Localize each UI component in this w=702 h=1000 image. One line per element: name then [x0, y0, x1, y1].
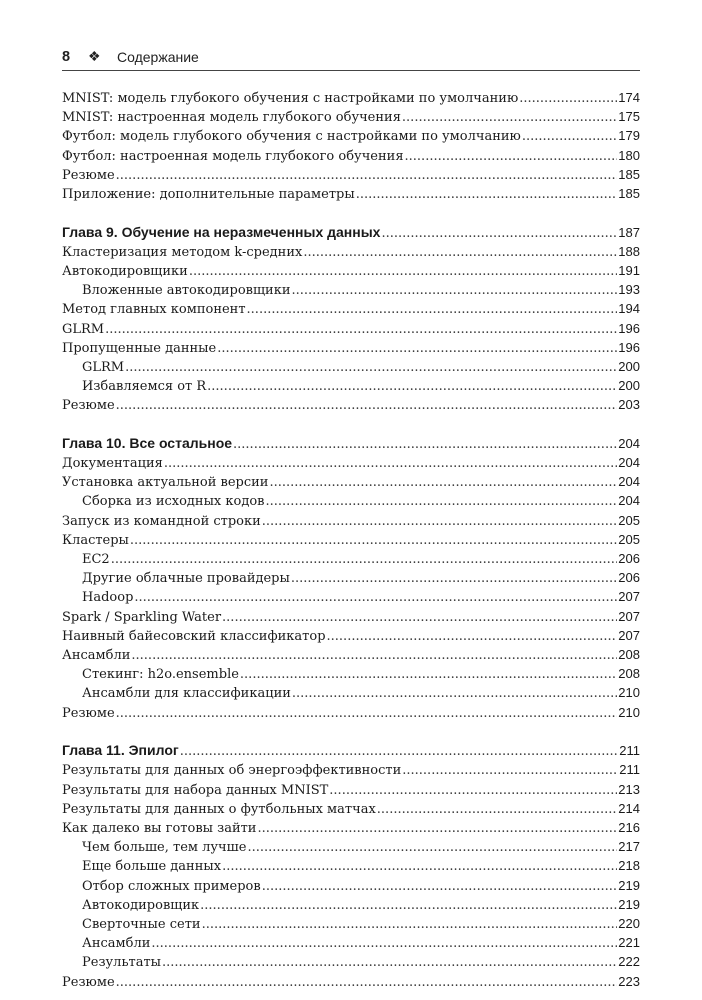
dot-leader	[131, 647, 617, 665]
dot-leader	[111, 551, 618, 569]
toc-entry-title: Глава 9. Обучение на неразмеченных данных	[62, 223, 381, 240]
toc-entry-title: MNIST: модель глубокого обучения с настройками по умолчанию	[62, 91, 519, 106]
dot-leader	[116, 974, 618, 992]
dot-leader	[269, 474, 617, 492]
toc-entry	[62, 108, 640, 127]
toc-entry	[62, 761, 640, 780]
toc-entry-page: 222	[618, 954, 640, 970]
toc-entry	[62, 953, 640, 972]
toc-entry-page: 204	[618, 455, 640, 471]
toc-entry	[62, 627, 640, 646]
toc-entry-title: GLRM	[62, 321, 105, 337]
toc-entry-title: Ансамбли	[82, 936, 151, 952]
toc-entry-page: 196	[618, 339, 640, 355]
dot-leader	[303, 244, 617, 262]
dot-leader	[247, 301, 618, 319]
section-gap	[62, 416, 640, 434]
toc-entry-page: 205	[618, 531, 640, 547]
toc-entry-title: Футбол: модель глубокого обучения с настройками по умолчанию	[62, 129, 521, 145]
toc-entry-title: Футбол: настроенная модель глубокого обучения	[62, 148, 404, 164]
dot-leader	[377, 801, 618, 819]
toc-entry-page: 223	[618, 973, 640, 989]
dot-leader	[402, 762, 618, 780]
toc-entry-page: 179	[618, 128, 640, 144]
toc-entry-title: Резюме	[62, 167, 115, 183]
dot-leader	[116, 705, 618, 723]
toc-entry-page: 204	[618, 474, 640, 490]
toc-entry-title: Результаты	[82, 955, 161, 971]
dot-leader	[105, 321, 617, 339]
toc-entry-page: 203	[618, 397, 640, 413]
toc-entry	[62, 89, 640, 108]
toc-entry-page: 185	[618, 166, 640, 182]
dot-leader	[522, 128, 617, 146]
toc-entry-page: 219	[618, 896, 640, 912]
toc-entry-page: 217	[618, 839, 640, 855]
toc-entry-title: Резюме	[62, 974, 115, 990]
toc-entry-title: Сборка из исходных кодов	[82, 494, 265, 510]
toc-chapter-entry	[62, 223, 640, 243]
toc-entry-page: 216	[618, 820, 640, 835]
dot-leader	[116, 167, 618, 185]
toc-entry	[62, 800, 640, 819]
toc-entry	[62, 973, 640, 992]
toc-entry	[62, 569, 640, 588]
toc-entry-page: 207	[618, 589, 640, 605]
dot-leader	[207, 378, 617, 396]
dot-leader	[217, 340, 617, 358]
toc-entry-page: 220	[618, 916, 640, 932]
dot-leader	[247, 839, 617, 857]
toc-entry-title: Отбор сложных примеров	[82, 878, 261, 894]
toc-entry-title: Глава 11. Эпилог	[62, 742, 179, 759]
running-header	[62, 48, 640, 71]
toc-entry	[62, 608, 640, 627]
toc-entry-page: 206	[618, 570, 640, 586]
toc-entry-title: Глава 10. Все остальное	[62, 434, 233, 451]
toc-entry	[62, 588, 640, 607]
toc-entry	[62, 185, 640, 204]
toc-entry-page: 206	[618, 551, 640, 567]
toc-entry-title: Запуск из командной строки	[62, 513, 261, 529]
toc-entry-page: 210	[618, 704, 640, 720]
toc-entry-page: 188	[618, 243, 640, 259]
toc-entry	[62, 550, 640, 569]
toc-entry	[62, 684, 640, 703]
dot-leader	[262, 513, 618, 531]
toc-entry	[62, 492, 640, 511]
dot-leader	[164, 455, 617, 473]
toc-entry-title: EC2	[82, 552, 110, 568]
toc-entry	[62, 166, 640, 185]
dot-leader	[292, 282, 618, 300]
dot-leader	[405, 148, 618, 166]
toc-entry-title: Пропущенные данные	[62, 340, 217, 356]
header-title: Содержание	[117, 49, 199, 65]
dot-leader	[151, 935, 617, 953]
toc-entry-page: 191	[618, 262, 640, 278]
dot-leader	[257, 820, 617, 838]
toc-entry	[62, 377, 640, 396]
toc-entry	[62, 665, 640, 684]
toc-entry	[62, 819, 640, 838]
dot-leader	[381, 225, 617, 243]
toc-entry-title: Как далеко вы готовы зайти	[62, 821, 257, 836]
toc-entry-page: 185	[618, 186, 640, 202]
dot-leader	[262, 878, 618, 896]
toc-entry	[62, 531, 640, 550]
toc-entry-title: Метод главных компонент	[62, 302, 246, 318]
toc-entry-title: Spark / Sparkling Water	[62, 609, 222, 625]
toc-entry	[62, 339, 640, 358]
dot-leader	[222, 858, 617, 876]
section-gap	[62, 204, 640, 222]
toc-entry	[62, 915, 640, 934]
toc-entry	[62, 781, 640, 800]
dot-leader	[329, 782, 617, 800]
dot-leader	[180, 743, 619, 761]
toc-entry-page: 200	[618, 358, 640, 374]
toc-entry-title: Приложение: дополнительные параметры	[62, 187, 355, 203]
toc-entry-title: Результаты для набора данных MNIST	[62, 782, 329, 798]
toc-entry-title: Наивный байесовский классификатор	[62, 628, 326, 644]
toc-entry	[62, 857, 640, 876]
toc-entry-title: Ансамбли	[62, 648, 131, 664]
toc-entry	[62, 262, 640, 281]
table-of-contents	[62, 89, 640, 992]
toc-entry	[62, 147, 640, 166]
toc-entry-page: 175	[618, 109, 640, 125]
toc-entry-title: Автокодировщик	[82, 897, 200, 913]
toc-entry	[62, 512, 640, 531]
dot-leader	[519, 90, 617, 108]
toc-entry-title: Документация	[62, 456, 163, 472]
toc-entry-page: 207	[618, 627, 640, 643]
toc-entry	[62, 934, 640, 953]
dot-leader	[222, 609, 617, 627]
toc-entry	[62, 396, 640, 415]
toc-entry-page: 205	[618, 512, 640, 528]
dot-leader	[266, 493, 618, 511]
toc-entry-title: Установка актуальной версии	[62, 475, 269, 491]
page-number: 8	[62, 49, 71, 65]
toc-entry	[62, 704, 640, 723]
toc-entry	[62, 281, 640, 300]
dot-leader	[116, 397, 618, 415]
toc-entry-title: Чем больше, тем лучше	[82, 840, 247, 856]
toc-entry-title: Hadoop	[82, 590, 134, 606]
toc-entry-page: 194	[618, 301, 640, 317]
toc-entry-page: 214	[618, 800, 640, 816]
toc-entry-title: Результаты для данных об энергоэффективности	[62, 763, 402, 779]
dot-leader	[291, 570, 617, 588]
dot-leader	[356, 186, 618, 204]
toc-entry-title: Другие облачные провайдеры	[82, 571, 290, 587]
dot-leader	[233, 436, 617, 454]
dot-leader	[240, 666, 617, 684]
toc-entry-title: Резюме	[62, 398, 115, 414]
toc-entry-title: GLRM	[82, 359, 125, 375]
toc-entry-page: 219	[618, 877, 640, 893]
toc-entry-page: 180	[618, 147, 640, 163]
dot-leader	[292, 685, 617, 703]
toc-entry	[62, 454, 640, 473]
toc-entry-page: 200	[618, 378, 640, 394]
toc-entry-title: Ансамбли для классификации	[82, 686, 291, 702]
toc-entry-page: 211	[619, 762, 640, 778]
toc-entry-page: 193	[618, 282, 640, 298]
toc-entry-page: 210	[618, 685, 640, 701]
toc-entry	[62, 243, 640, 262]
toc-entry-page: 204	[618, 493, 640, 509]
toc-entry	[62, 127, 640, 146]
dot-leader	[402, 109, 617, 127]
dot-leader	[189, 263, 617, 281]
toc-chapter-entry	[62, 741, 640, 761]
toc-entry-title: Автокодировщики	[62, 263, 188, 279]
toc-entry-page: 218	[618, 858, 640, 874]
toc-entry-page: 196	[618, 320, 640, 336]
dot-leader	[202, 916, 618, 934]
toc-entry-page: 208	[618, 647, 640, 663]
toc-entry	[62, 646, 640, 665]
toc-entry	[62, 877, 640, 896]
toc-entry	[62, 838, 640, 857]
toc-entry	[62, 358, 640, 377]
toc-chapter-entry	[62, 434, 640, 454]
toc-entry-title: Стекинг: h2o.ensemble	[82, 667, 239, 683]
dot-leader	[134, 589, 617, 607]
dot-leader	[130, 532, 617, 550]
toc-entry-page: 207	[618, 608, 640, 624]
toc-entry-page: 213	[618, 781, 640, 797]
toc-entry-title: Еще больше данных	[82, 859, 222, 875]
toc-entry-title: Кластеризация методом k-средних	[62, 244, 303, 260]
toc-entry-title: Результаты для данных о футбольных матчах	[62, 801, 376, 817]
section-gap	[62, 723, 640, 741]
dot-leader	[162, 954, 617, 972]
toc-entry-page: 174	[618, 90, 640, 105]
toc-entry-page: 208	[618, 666, 640, 682]
toc-entry	[62, 320, 640, 339]
toc-entry-page: 211	[619, 743, 640, 759]
toc-entry	[62, 473, 640, 492]
toc-entry-page: 204	[618, 435, 640, 451]
toc-entry-title: Кластеры	[62, 532, 129, 548]
dot-leader	[125, 359, 617, 377]
toc-entry-title: Вложенные автокодировщики	[82, 283, 291, 299]
toc-entry-page: 221	[618, 935, 640, 951]
toc-entry-title: Избавляемся от R	[82, 379, 207, 395]
toc-entry	[62, 896, 640, 915]
toc-entry-page: 187	[618, 224, 640, 240]
dot-leader	[327, 628, 618, 646]
ornament-icon: ❖	[88, 48, 101, 64]
dot-leader	[200, 897, 617, 915]
toc-entry-title: MNIST: настроенная модель глубокого обучения	[62, 110, 401, 126]
toc-entry-title: Резюме	[62, 705, 115, 721]
toc-entry	[62, 300, 640, 319]
toc-entry-title: Сверточные сети	[82, 917, 201, 933]
